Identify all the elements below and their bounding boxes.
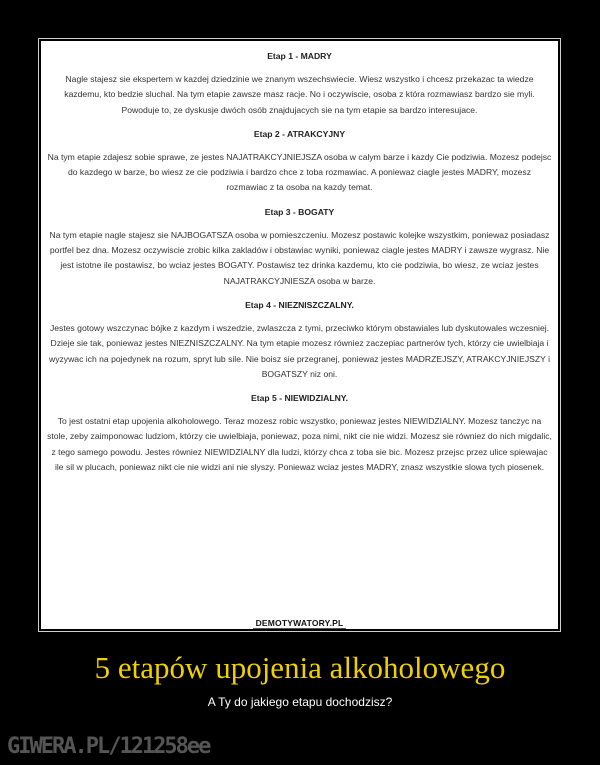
text-image-panel: [41, 41, 558, 629]
stage-text: Na tym etapie nagle stajesz sie NAJBOGATSZA osoba w pomieszczeniu. Mozesz postawic kolejke wszystkim, poniewaz posiadasz portfel bez dna. Mozesz oczywiscie zrobic kilka zakladów i obstawiac wyniki, poniewaz ciagle jestes MADRY i zawsze wygrasz. Nie jest istotne ile postawisz, bo wciaz jestes BOGATY. Postawisz tez drinka kazdemu, kto cie podziwia, bo wiesz, ze wciaz jestes NAJATRAKCYJNIESZA osoba w barze.: [49, 229, 550, 286]
stage-3: [47, 206, 552, 289]
stage-title: Etap 3 - BOGATY: [264, 206, 335, 217]
stage-title: Etap 1 - MADRY: [267, 51, 332, 61]
stage-text: To jest ostatni etap upojenia alkoholowego. Teraz mozesz robic wszystko, poniewaz jestes NIEWIDZIALNY. Mozesz tanczyc na stole, zeby zaimponowac ludziom, którzy cie uwielbiaja, poniewaz, poza nimi, nikt cie nie widzi. Mozesz sie równiez do nich migdalic, z tego samego powodu. Jestes równiez NIEWIDZIALNY dla ludzi, którzy chca z toba sie bic. Mozesz przejsc przez ulice spiewajac ile sil w plucach, poniewaz nikt cie nie widzi ani nie slyszy. Poniewaz wciaz jestes MADRY, znasz wszystkie slowa tych piosenek.: [47, 416, 552, 473]
site-footer-logo: GIWERA.PL/121258ee: [7, 734, 210, 759]
stage-text: Na tym etapie zdajesz sobie sprawe, ze jestes NAJATRAKCYJNIEJSZA osoba w calym barze i kazdy Cie podziwia. Mozesz podejsc do kazdego w barze, bo wiesz ze cie podziwia i bardzo chce z toba rozmawiac. A poniewaz ciagle jestes MADRY, mozesz rozmawiac z ta osoba na kazdy temat.: [47, 151, 552, 193]
stage-title: Etap 2 - ATRAKCYJNY: [253, 128, 346, 139]
stage-4: [47, 299, 552, 382]
stage-title: Etap 5 - NIEWIDZIALNY.: [251, 393, 348, 404]
demotivator-frame: [38, 38, 561, 632]
stage-2: [47, 128, 552, 196]
stage-text: Jestes gotowy wszczynac bójke z kazdym i wszedzie, zwlaszcza z tymi, przeciwko którym obstawiales lub dyskutowales wczesniej. Dzieje sie tak, poniewaz jestes NIEZNISZCZALNY. Na tym etapie mozesz równiez zaczepiac partnerów tych, którzy cie uwielbiaja i wyzywac ich na pojedynek na rozum, spryt lub sile. Nie boisz sie przegranej, poniewaz jestes MADRZEJSZY, ATRAKCYJNIEJSZY i BOGATSZY niz oni.: [48, 322, 551, 379]
watermark: [41, 613, 558, 629]
stage-5: [47, 392, 552, 475]
poster-title: 5 etapów upojenia alkoholowego: [94, 650, 506, 685]
stage-title: Etap 4 - NIEZNISZCZALNY.: [245, 299, 354, 310]
watermark-text: DEMOTYWATORY.PL: [253, 618, 347, 629]
poster-subtitle: A Ty do jakiego etapu dochodzisz?: [207, 695, 393, 709]
stage-text: Nagle stajesz sie ekspertem w kazdej dziedzinie we znanym wszechswiecie. Wiesz wszystko i chcesz przekazac ta wiedze kazdemu, kto bedzie sluchal. Na tym etapie zawsze masz racje. No i oczywiscie, osoba z która rozmawiasz bardzo sie myli. Powoduje to, ze dyskusje dwóch osób znajdujacych sie na tym etapie sa bardzo interesujace.: [64, 74, 535, 115]
stage-1: [47, 50, 552, 118]
